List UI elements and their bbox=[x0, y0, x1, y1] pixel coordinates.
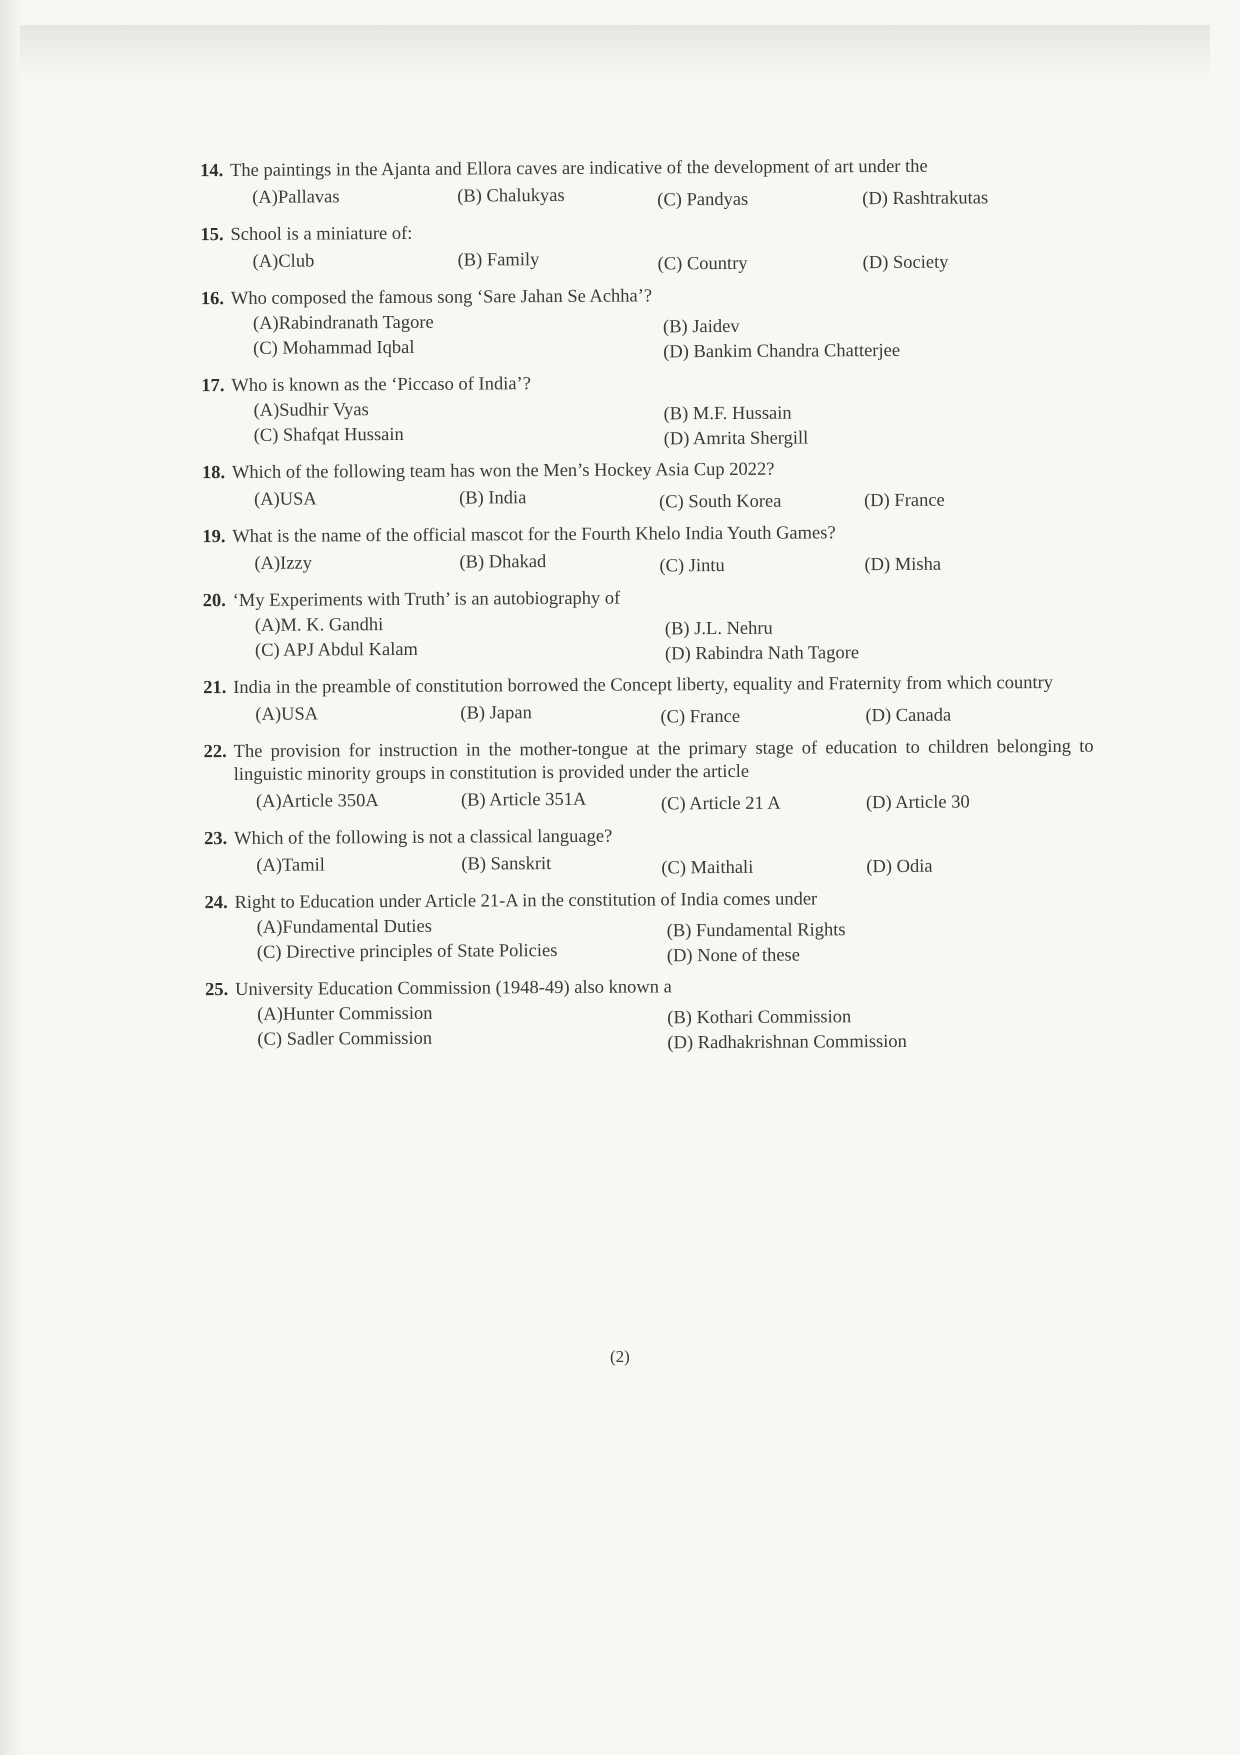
answer-option: (C) Article 21 A bbox=[660, 793, 781, 815]
answer-option: (A)USA bbox=[255, 704, 319, 725]
answer-option: (D) Misha bbox=[864, 554, 942, 576]
question-item bbox=[202, 521, 1092, 577]
answer-option: (B) Sanskrit bbox=[461, 854, 552, 875]
answer-option: (C) France bbox=[660, 706, 741, 728]
answer-options bbox=[235, 912, 1095, 965]
question-text: India in the preamble of constitution borrowed the Concept liberty, equality and Fraternity from which country bbox=[233, 672, 1054, 698]
answer-options bbox=[234, 850, 1094, 878]
question-text: Which of the following team has won the Men’s Hockey Asia Cup 2022? bbox=[231, 459, 775, 483]
question-stem bbox=[200, 155, 1090, 183]
question-text: Which of the following is not a classical language? bbox=[234, 826, 613, 849]
question-stem bbox=[201, 457, 1092, 485]
answer-option: (C) South Korea bbox=[659, 491, 782, 513]
answer-option: (C) Country bbox=[657, 253, 748, 275]
answer-option: (D) None of these bbox=[666, 945, 800, 967]
question-item bbox=[201, 370, 1091, 450]
question-item bbox=[204, 823, 1094, 879]
question-text: School is a miniature of: bbox=[230, 223, 413, 245]
answer-option: (D) Rabindra Nath Tagore bbox=[664, 643, 860, 665]
answer-options bbox=[231, 246, 1091, 274]
page-number: (2) bbox=[610, 1347, 630, 1366]
answer-option: (C) Jintu bbox=[659, 555, 725, 577]
answer-option: (A)Pallavas bbox=[252, 187, 340, 208]
answer-option: (D) Bankim Chandra Chatterjee bbox=[663, 340, 901, 363]
question-stem bbox=[203, 736, 1094, 787]
answer-option: (D) Rashtrakutas bbox=[862, 188, 989, 210]
question-stem bbox=[200, 283, 1091, 311]
answer-option: (D) Article 30 bbox=[865, 792, 970, 814]
question-stem bbox=[202, 585, 1093, 613]
question-number: 18. bbox=[201, 463, 226, 484]
question-number: 20. bbox=[202, 591, 226, 612]
question-item bbox=[201, 457, 1092, 513]
answer-options bbox=[233, 610, 1093, 663]
answer-option: (D) France bbox=[864, 490, 945, 512]
answer-options bbox=[232, 484, 1092, 512]
question-stem bbox=[204, 823, 1094, 851]
question-text: The paintings in the Ajanta and Ellora caves are indicative of the development of art under the bbox=[230, 156, 928, 181]
answer-option: (A)Article 350A bbox=[255, 791, 379, 812]
answer-option: (A)USA bbox=[254, 489, 317, 510]
answer-option: (C) APJ Abdul Kalam bbox=[254, 639, 418, 661]
question-text: Who is known as the ‘Piccaso of India’? bbox=[231, 374, 531, 396]
answer-option: (B) J.L. Nehru bbox=[664, 618, 773, 640]
answer-option: (B) India bbox=[459, 488, 527, 509]
question-text: What is the name of the official mascot for the Fourth Khelo India Youth Games? bbox=[232, 523, 836, 547]
scan-shadow bbox=[20, 25, 1210, 80]
question-item bbox=[200, 283, 1091, 363]
answer-option: (C) Maithali bbox=[661, 857, 754, 879]
answer-options bbox=[235, 999, 1095, 1052]
answer-option: (B) Fundamental Rights bbox=[666, 920, 846, 942]
answer-option: (D) Odia bbox=[866, 856, 933, 878]
answer-option: (A)Rabindranath Tagore bbox=[252, 312, 434, 334]
question-stem bbox=[205, 974, 1095, 1002]
question-number: 16. bbox=[200, 289, 225, 310]
question-item bbox=[200, 219, 1090, 275]
question-item bbox=[202, 585, 1093, 665]
question-text: Who composed the famous song ‘Sare Jahan Se Achha’? bbox=[230, 286, 653, 309]
answer-option: (B) Family bbox=[457, 250, 540, 271]
question-list bbox=[200, 155, 1096, 1066]
answer-option: (A)Hunter Commission bbox=[257, 1003, 433, 1025]
question-item bbox=[203, 672, 1093, 728]
question-number: 19. bbox=[202, 527, 226, 548]
answer-option: (B) Dhakad bbox=[459, 552, 547, 573]
question-text: The provision for instruction in the mother-tongue at the primary stage of education to children belonging to linguistic minority groups in constitution is provided under the article bbox=[233, 736, 1094, 785]
question-item bbox=[205, 974, 1095, 1054]
answer-options bbox=[231, 395, 1091, 448]
answer-option: (C) Sadler Commission bbox=[257, 1028, 433, 1050]
scan-edge bbox=[0, 0, 22, 1755]
answer-options bbox=[230, 182, 1090, 210]
answer-options bbox=[233, 699, 1093, 727]
question-item bbox=[204, 887, 1094, 967]
question-number: 14. bbox=[200, 161, 224, 182]
answer-option: (D) Society bbox=[862, 252, 949, 274]
answer-option: (B) Chalukyas bbox=[457, 185, 565, 207]
question-item bbox=[200, 155, 1090, 211]
question-number: 23. bbox=[204, 829, 228, 850]
answer-option: (A)M. K. Gandhi bbox=[254, 615, 384, 636]
answer-option: (C) Mohammad Iqbal bbox=[253, 337, 415, 359]
answer-option: (A)Club bbox=[252, 251, 315, 272]
question-number: 17. bbox=[201, 376, 225, 397]
answer-option: (B) Kothari Commission bbox=[667, 1007, 852, 1029]
answer-option: (A)Tamil bbox=[256, 855, 325, 876]
answer-option: (B) Japan bbox=[460, 703, 532, 724]
question-text: ‘My Experiments with Truth’ is an autobiography of bbox=[232, 588, 621, 611]
answer-option: (A)Fundamental Duties bbox=[256, 916, 432, 938]
answer-option: (B) M.F. Hussain bbox=[663, 403, 792, 425]
question-stem bbox=[204, 887, 1094, 915]
answer-options bbox=[232, 548, 1092, 576]
answer-options bbox=[234, 786, 1094, 814]
answer-option: (B) Jaidev bbox=[662, 316, 740, 338]
answer-options bbox=[231, 308, 1091, 361]
answer-option: (A)Izzy bbox=[254, 553, 313, 574]
answer-option: (D) Canada bbox=[865, 705, 952, 727]
answer-option: (C) Pandyas bbox=[657, 189, 749, 211]
question-number: 21. bbox=[203, 678, 227, 699]
question-number: 22. bbox=[203, 742, 227, 763]
answer-option: (B) Article 351A bbox=[460, 789, 587, 811]
question-number: 25. bbox=[205, 980, 229, 1001]
answer-option: (C) Shafqat Hussain bbox=[253, 424, 404, 446]
answer-option: (A)Sudhir Vyas bbox=[253, 400, 369, 421]
question-stem bbox=[203, 672, 1093, 700]
question-text: Right to Education under Article 21-A in the constitution of India comes under bbox=[234, 889, 818, 913]
answer-option: (C) Directive principles of State Policies bbox=[256, 941, 558, 963]
answer-option: (D) Radhakrishnan Commission bbox=[667, 1031, 907, 1054]
question-stem bbox=[200, 219, 1090, 247]
question-number: 15. bbox=[200, 225, 224, 246]
question-item bbox=[203, 736, 1094, 815]
question-stem bbox=[201, 370, 1091, 398]
question-number: 24. bbox=[204, 893, 228, 914]
question-text: University Education Commission (1948-49) also known a bbox=[235, 977, 672, 1000]
question-stem bbox=[202, 521, 1092, 549]
answer-option: (D) Amrita Shergill bbox=[663, 428, 809, 450]
